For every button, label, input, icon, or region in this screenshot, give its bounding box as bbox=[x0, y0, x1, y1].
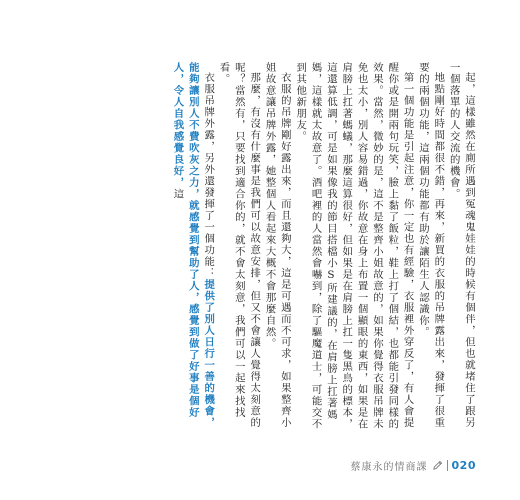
footer-divider bbox=[447, 460, 448, 471]
pencil-icon bbox=[432, 460, 443, 471]
text-run: 第一個功能是引起注意，你一定也有經驗，衣服裡外穿反了，有人會提醒你或是開兩句玩笑，臉上黏了飯粒，鞋上打了個結，也都能引發同樣的效果。當然，微妙的是，這不是整齊小姐故意的，如果你覺得衣服吊牌未免也太小，別人容易錯過，你故意在身上布置一個顯眼的東西，如果是在肩膀上扛著螞蟻，那麼這算很好，但如果是在肩膀上扛一隻黑鳥的標本，這還算低調，可是如果像我的節目搭檔小S所建議的，在肩膀上扛著媽媽，這樣就太故意了。酒吧裡的人當然會嚇到，除了驅魔道士，可能交不到其他新朋友。 bbox=[294, 62, 414, 430]
page-footer bbox=[351, 457, 476, 473]
paragraph bbox=[415, 62, 446, 438]
paragraph bbox=[169, 62, 215, 438]
book-title: 蔡康永的情商課 bbox=[350, 461, 428, 473]
text-run: 這 bbox=[171, 188, 184, 200]
text-run: 那麼，有沒有什麼事是我們可以故意安排，但又不會讓人覺得太刻意的呢？當然有，只要找到適合你的，就不會太刻意，我們可以一起來找找看。 bbox=[217, 62, 261, 429]
text-run: 衣服吊牌外露，另外還發揮了一個功能： bbox=[202, 72, 215, 280]
paragraph bbox=[261, 62, 292, 438]
page-number: 020 bbox=[451, 458, 476, 472]
paragraph bbox=[215, 62, 261, 438]
text-run: 衣服的吊牌剛好露出來，而且還夠大，這是可遇而不可求，如果整齊小姐故意讓吊牌外露，她整個人看起來大概不會那麼自然。 bbox=[263, 62, 291, 429]
text-run: 起，這樣雖然在廁所遇到冤魂鬼娃娃的時候有個伴，但也就堵住了跟另一個落單的人交流的機會。 bbox=[447, 62, 475, 429]
paragraph bbox=[445, 62, 476, 438]
highlighted-text: 提供了別人日行一善的機會，能夠讓別人不費吹灰之力，就感覺到幫助了人，感覺到做了好事是個好人，令人自我感覺良好， bbox=[171, 62, 215, 429]
paragraph bbox=[292, 62, 415, 438]
text-run: 地點剛好時間都很不錯，再來，新買的衣服的吊牌露出來，發揮了很重要的兩個功能，這兩個功能都有助於讓陌生人認識你。 bbox=[416, 62, 445, 429]
vertical-body-text bbox=[112, 62, 476, 438]
